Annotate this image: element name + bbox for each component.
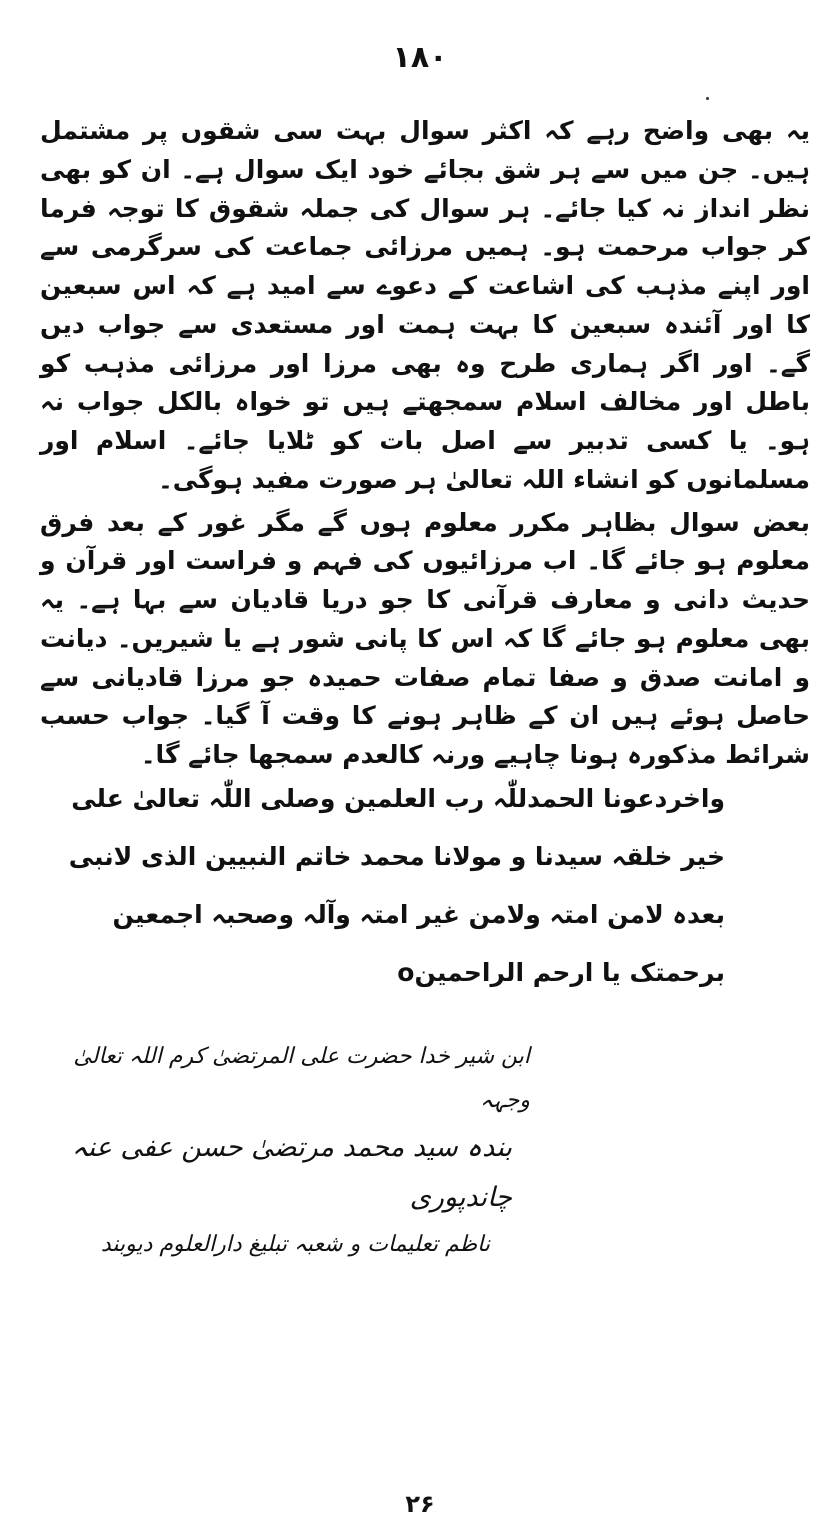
closing-prayer-line-1: واخردعونا الحمدللّٰہ رب العلمین وصلی اللّٰہ تعالیٰ علی [71,784,725,813]
signature-line-3: ناظم تعلیمات و شعبہ تبلیغ دارالعلوم دیوبند [100,1232,490,1257]
signature-line-2: بندہ سید محمد مرتضیٰ حسن عفی عنہ چاندپوری [71,1132,512,1213]
closing-prayer [68,770,725,1002]
closing-prayer-line-3: بعدہ لامن امتہ ولامن غیر امتہ وآلہ وصحبہ اجمعین [112,900,725,929]
signature-line-1: ابن شیر خدا حضرت علی المرتضیٰ کرم اللہ تعالیٰ وجہہ [73,1044,530,1113]
paragraph-2: بعض سوال بظاہر مکرر معلوم ہوں گے مگر غور کے بعد فرق معلوم ہو جائے گا۔ اب مرزائیوں کی فہم و فراست اور قرآن و حدیث دانی و معارف قرآنی کا جو دریا قادیان سے بہا ہے۔ یہ بھی معلوم ہو جائے گا کہ اس کا پانی شور ہے یا شیریں۔ دیانت و امانت صدق و صفا تمام صفات حمیدہ جو مرزا قادیانی سے حاصل ہوئے ہیں ان کے ظاہر ہونے کا وقت آ گیا۔ جواب حسب شرائط مذکورہ ہونا چاہیے ورنہ کالعدم سمجھا جائے گا۔ [40,507,810,769]
page-number-bottom: ۲۶ [405,1490,435,1518]
paragraph-1: یہ بھی واضح رہے کہ اکثر سوال بہت سی شقوں پر مشتمل ہیں۔ جن میں سے ہر شق بجائے خود ایک سوال ہے۔ ان کو بھی نظر انداز نہ کیا جائے۔ ہر سوال کی جملہ شقوق کا توجہ فرما کر جواب مرحمت ہو۔ ہمیں مرزائی جماعت کی سرگرمی سے اور اپنے مذہب کی اشاعت کے دعوے سے امید ہے کہ اس سبعین کا اور آئندہ سبعین کا بہت ہمت اور مستعدی سے جواب دیں گے۔ اور اگر ہماری طرح وہ بھی مرزا اور مرزائی مذہب کو باطل اور مخالف اسلام سمجھتے ہیں تو خواہ بالکل جواب نہ ہو۔ یا کسی تدبیر سے اصل بات کو ٹلایا جائے۔ اسلام اور مسلمانوں کو انشاء اللہ تعالیٰ ہر صورت مفید ہوگی۔ [40,116,810,494]
closing-prayer-line-2: خیر خلقہ سیدنا و مولانا محمد خاتم النبیین الذی لانبی [68,842,725,871]
body-text [40,112,810,775]
page-number-top: ۱۸۰ [392,40,448,75]
ink-speck [706,97,709,100]
signature-block [60,1035,530,1267]
closing-prayer-line-4: برحمتک یا ارحم الراحمینo [397,958,725,987]
